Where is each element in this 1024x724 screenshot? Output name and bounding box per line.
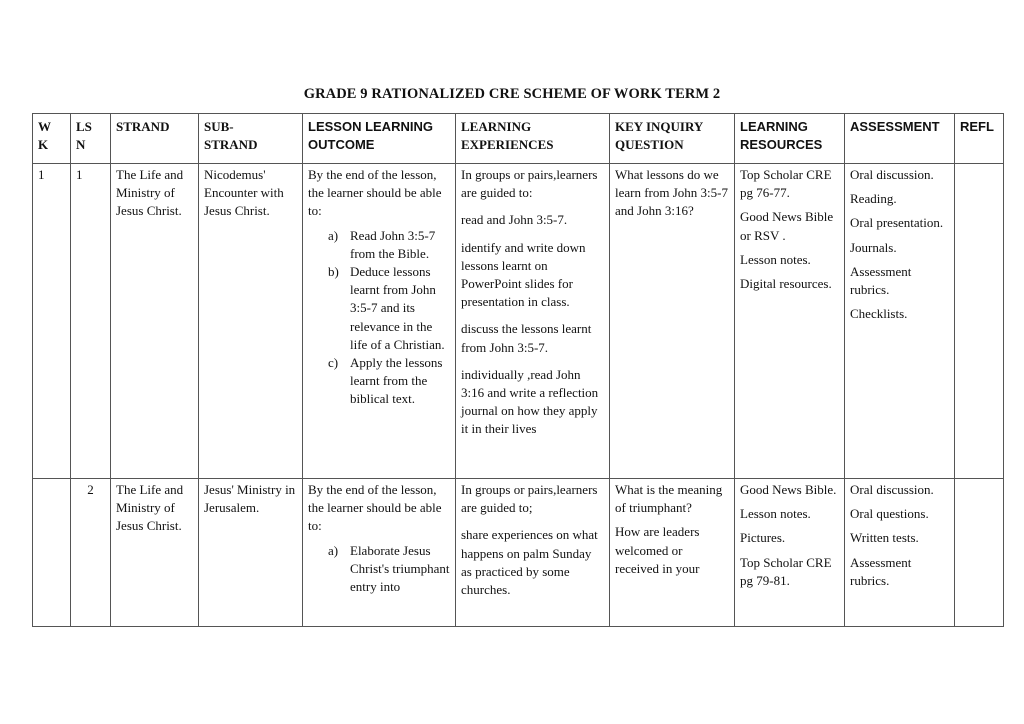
cell-inquiry <box>610 479 735 627</box>
list-item: How are leaders welcomed or received in your <box>615 524 700 576</box>
list-item: Good News Bible. <box>740 482 837 497</box>
scheme-of-work-table <box>32 113 1004 627</box>
page-title: GRADE 9 RATIONALIZED CRE SCHEME OF WORK TERM 2 <box>303 86 721 102</box>
cell-experiences <box>456 479 610 627</box>
list-item: share experiences on what happens on palm Sunday as practiced by some churches. <box>461 527 598 598</box>
list-item: Lesson notes. <box>740 251 811 267</box>
cell-strand: The Life and Ministry of Jesus Christ. <box>111 164 199 479</box>
list-item: Reading. <box>850 191 897 207</box>
cell-reflection <box>955 164 1004 479</box>
cell-experiences <box>456 164 610 479</box>
list-item: Lesson notes. <box>740 506 811 522</box>
list-item: What lessons do we learn from John 3:5-7 and John 3:16? <box>615 167 729 219</box>
list-item: identify and write down lessons learnt on PowerPoint slides for presentation in class. <box>461 239 586 310</box>
list-item: Assessment rubrics. <box>850 263 912 298</box>
cell-wk <box>33 479 71 627</box>
list-item: What is the meaning of triumphant? <box>615 482 723 516</box>
cell-reflection <box>955 479 1004 627</box>
list-item: c) Apply the lessons learnt from the biblical text. <box>328 355 443 407</box>
table-row <box>33 479 1004 627</box>
list-item: Digital resources. <box>740 276 832 292</box>
cell-resources <box>735 164 845 479</box>
list-item: Oral questions. <box>850 506 929 522</box>
header-lsn: LS N <box>71 114 111 164</box>
header-row <box>33 114 1004 164</box>
header-reflection: REFL <box>955 114 1004 164</box>
outcome-list <box>308 542 450 597</box>
cell-assessment <box>845 479 955 627</box>
header-assessment: ASSESSMENT <box>845 114 955 164</box>
experiences-intro: In groups or pairs,learners are guided to: <box>461 167 598 201</box>
list-item: Oral discussion. <box>850 482 934 497</box>
header-resources: LEARNING RESOURCES <box>735 114 845 164</box>
table-row <box>33 164 1004 479</box>
list-item: a) Elaborate Jesus Christ's triumphant entry into <box>328 542 450 595</box>
cell-inquiry <box>610 164 735 479</box>
cell-assessment <box>845 164 955 479</box>
header-inquiry: KEY INQUIRY QUESTION <box>610 114 735 164</box>
list-item: read and John 3:5-7. <box>461 212 568 228</box>
list-item: Oral discussion. <box>850 167 934 182</box>
list-item: Journals. <box>850 239 897 255</box>
list-item: discuss the lessons learnt from John 3:5-7. <box>461 321 592 355</box>
cell-sub-strand: Jesus' Ministry in Jerusalem. <box>199 479 303 627</box>
header-strand: STRAND <box>111 114 199 164</box>
cell-lsn: 2 <box>71 479 111 627</box>
header-outcome: LESSON LEARNING OUTCOME <box>303 114 456 164</box>
list-item: Top Scholar CRE pg 76-77. <box>740 167 832 201</box>
cell-strand: The Life and Ministry of Jesus Christ. <box>111 479 199 627</box>
experiences-intro: In groups or pairs,learners are guided to; <box>461 482 598 516</box>
list-item: Top Scholar CRE pg 79-81. <box>740 554 832 588</box>
cell-resources <box>735 479 845 627</box>
list-item: individually ,read John 3:16 and write a reflection journal on how they apply it in their lives <box>461 366 599 437</box>
list-item: Written tests. <box>850 530 919 546</box>
cell-outcome <box>303 164 456 479</box>
cell-wk: 1 <box>33 164 71 479</box>
header-wk: W K <box>33 114 71 164</box>
list-item: b) Deduce lessons learnt from John 3:5-7 and its relevance in the life of a Christian. <box>328 264 445 352</box>
list-item: Checklists. <box>850 306 908 322</box>
list-item: Pictures. <box>740 530 786 546</box>
list-item: Oral presentation. <box>850 215 944 231</box>
list-item: Assessment rubrics. <box>850 554 912 588</box>
cell-sub-strand: Nicodemus' Encounter with Jesus Christ. <box>199 164 303 479</box>
outcome-intro: By the end of the lesson, the learner should be able to: <box>308 167 442 219</box>
list-item: a) Read John 3:5-7 from the Bible. <box>328 227 436 261</box>
header-sub-strand: SUB- STRAND <box>199 114 303 164</box>
list-item: Good News Bible or RSV . <box>740 209 834 243</box>
cell-outcome <box>303 479 456 627</box>
outcome-intro: By the end of the lesson, the learner should be able to: <box>308 482 442 534</box>
header-experiences: LEARNING EXPERIENCES <box>456 114 610 164</box>
outcome-list <box>308 227 450 409</box>
cell-lsn: 1 <box>71 164 111 479</box>
